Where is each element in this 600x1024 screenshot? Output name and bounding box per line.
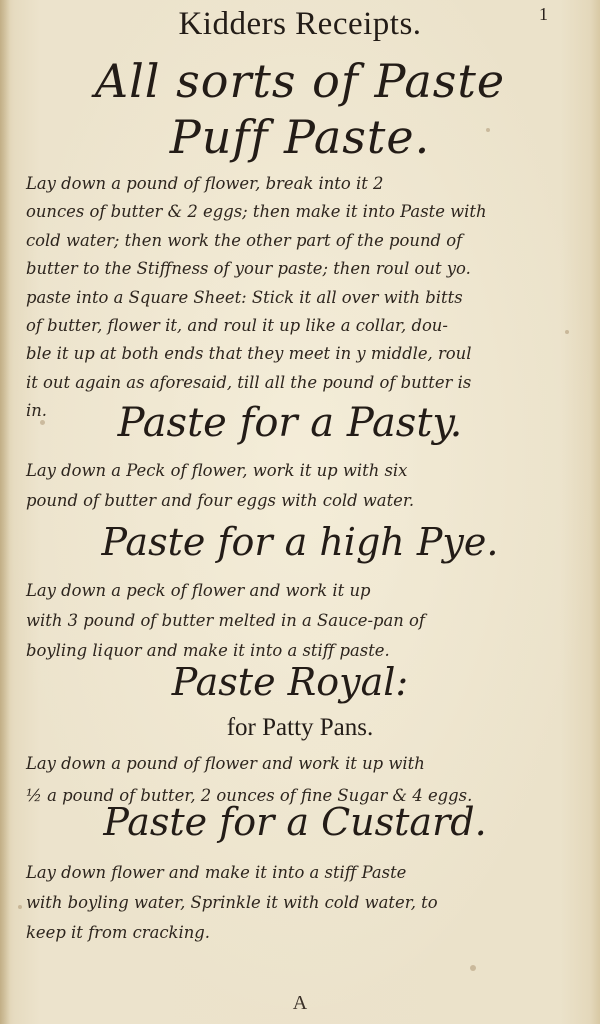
- page-number: 1: [539, 4, 548, 24]
- recipe-line: cold water; then work the other part of the pound of: [26, 230, 463, 250]
- recipe-line: it out again as aforesaid, till all the pound of butter is: [26, 372, 472, 392]
- foxing-spot: [565, 330, 569, 334]
- foxing-spot: [470, 965, 476, 971]
- heading-paste-royal: Paste Royal:: [171, 660, 409, 704]
- recipe-line: Lay down a peck of flower and work it up: [26, 581, 371, 600]
- recipe-puff-paste: [26, 170, 556, 426]
- recipe-paste-for-a-pasty: [26, 456, 556, 516]
- recipe-line: ½ a pound of butter, 2 ounces of fine Sugar & 4 eggs.: [26, 786, 473, 805]
- recipe-line: with 3 pound of butter melted in a Sauce-pan of: [26, 611, 425, 630]
- recipe-line: in.: [26, 401, 48, 421]
- recipe-paste-for-a-high-pye: [26, 576, 556, 666]
- recipe-line: butter to the Stiffness of your paste; then roul out yo.: [26, 259, 471, 279]
- heading-puff-paste: Puff Paste.: [169, 110, 431, 164]
- recipe-line: Lay down a pound of flower, break into it 2: [26, 174, 384, 193]
- recipe-line: keep it from cracking.: [26, 923, 210, 942]
- recipe-line: Lay down a Peck of flower, work it up with six: [26, 461, 408, 480]
- recipe-line: ounces of butter & 2 eggs; then make it into Paste with: [26, 202, 487, 222]
- running-head: Kidders Receipts.: [178, 6, 422, 42]
- heading-all-sorts-of-paste: All sorts of Paste: [94, 54, 506, 108]
- recipe-line: Lay down a pound of flower and work it up with: [26, 754, 425, 773]
- subheading-for-patty-pans: for Patty Pans.: [226, 714, 374, 741]
- recipe-line: of butter, flower it, and roul it up like a collar, dou-: [26, 316, 448, 336]
- recipe-line: with boyling water, Sprinkle it with cold water, to: [26, 893, 438, 912]
- recipe-paste-for-a-custard: [26, 858, 556, 948]
- recipe-line: paste into a Square Sheet: Stick it all over with bitts: [26, 287, 463, 307]
- heading-paste-for-a-pasty: Paste for a Pasty.: [117, 400, 463, 446]
- recipe-line: ble it up at both ends that they meet in y middle, roul: [26, 344, 472, 364]
- recipe-line: pound of butter and four eggs with cold water.: [26, 491, 415, 510]
- heading-paste-for-a-custard: Paste for a Custard.: [103, 800, 487, 844]
- recipe-line: Lay down flower and make it into a stiff Paste: [26, 863, 407, 882]
- recipe-line: boyling liquor and make it into a stiff paste.: [26, 641, 390, 660]
- foxing-spot: [18, 905, 22, 909]
- heading-paste-for-a-high-pye: Paste for a high Pye.: [101, 520, 499, 564]
- signature-mark: A: [292, 992, 308, 1014]
